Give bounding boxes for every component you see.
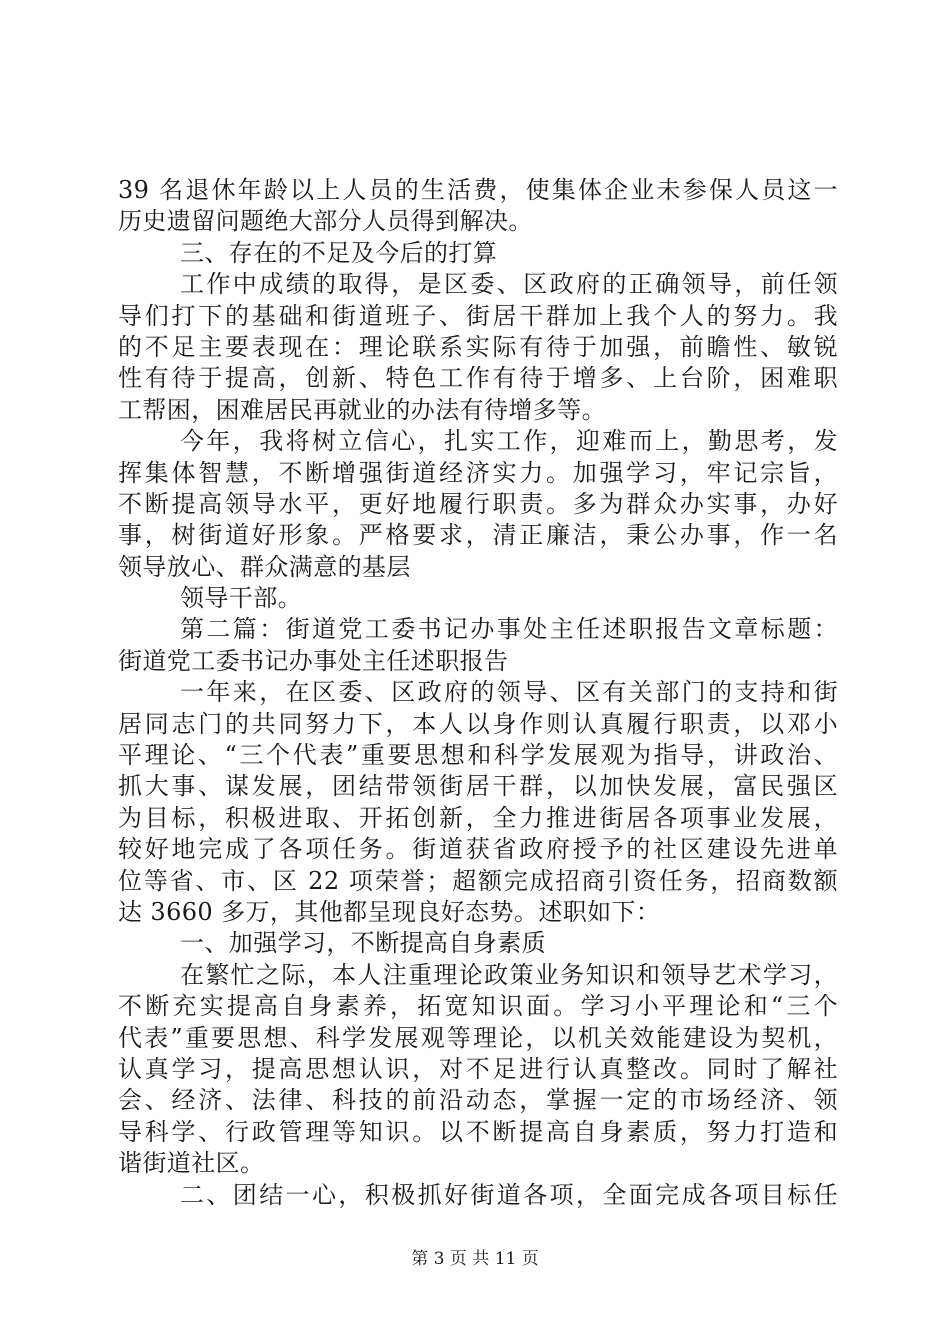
text-line: 工帮困，困难居民再就业的办法有待增多等。 — [118, 395, 606, 424]
text-line: 领导干部。 — [180, 584, 302, 613]
text-line: 领导放心、群众满意的基层 — [118, 552, 411, 581]
text-line: 事，树街道好形象。严格要求，清正廉洁，秉公办事，作一名 — [118, 521, 838, 550]
text-line: 历史遗留问题绝大部分人员得到解决。 — [118, 207, 533, 236]
text-line: 街道党工委书记办事处主任述职报告 — [118, 646, 509, 675]
text-line: 挥集体智慧，不断增强街道经济实力。加强学习，牢记宗旨， — [118, 458, 838, 487]
text-line: 不断提高领导水平，更好地履行职责。多为群众办实事，办好 — [118, 489, 838, 518]
text-line: 今年，我将树立信心，扎实工作，迎难而上，勤思考，发 — [180, 427, 838, 456]
text-line: 一、加强学习，不断提高自身素质 — [180, 929, 546, 958]
text-line: 会、经济、法律、科技的前沿动态，掌握一定的市场经济、领 — [118, 1086, 838, 1115]
text-line: 一年来，在区委、区政府的领导、区有关部门的支持和街 — [180, 678, 838, 707]
text-line: 39 名退休年龄以上人员的生活费，使集体企业未参保人员这一 — [118, 176, 838, 204]
text-line: 第二篇：街道党工委书记办事处主任述职报告文章标题： — [180, 615, 838, 644]
text-line: 导科学、行政管理等知识。以不断提高自身素质，努力打造和 — [118, 1117, 838, 1146]
text-line: 二、团结一心，积极抓好街道各项，全面完成各项目标任 — [180, 1180, 838, 1209]
text-line: 达 3660 多万，其他都呈现良好态势。述职如下： — [118, 897, 661, 926]
text-line: 平理论、“三个代表”重要思想和科学发展观为指导，讲政治、 — [118, 741, 838, 770]
document-body — [118, 175, 838, 1211]
text-line: 较好地完成了各项任务。街道获省政府授予的社区建设先进单 — [118, 835, 838, 864]
text-line: 在繁忙之际，本人注重理论政策业务知识和领导艺术学习， — [180, 960, 838, 989]
text-line: 三、存在的不足及今后的打算 — [180, 238, 498, 267]
text-line: 性有待于提高，创新、特色工作有待于增多、上台阶，困难职 — [118, 364, 838, 393]
text-line: 位等省、市、区 22 项荣誉；超额完成招商引资任务，招商数额 — [118, 866, 838, 895]
text-line: 谐街道社区。 — [118, 1149, 265, 1178]
text-line: 为目标，积极进取、开拓创新，全力推进街居各项事业发展， — [118, 803, 838, 832]
text-line: 认真学习，提高思想认识，对不足进行认真整改。同时了解社 — [118, 1054, 838, 1083]
text-line: 不断充实提高自身素养，拓宽知识面。学习小平理论和“三个 — [118, 992, 838, 1021]
text-line: 工作中成绩的取得，是区委、区政府的正确领导，前任领 — [180, 270, 838, 299]
text-line: 居同志门的共同努力下，本人以身作则认真履行职责，以邓小 — [118, 709, 838, 738]
text-line: 的不足主要表现在：理论联系实际有待于加强，前瞻性、敏锐 — [118, 332, 838, 361]
page-footer: 第 3 页 共 11 页 — [411, 1249, 539, 1269]
text-line: 代表”重要思想、科学发展观等理论，以机关效能建设为契机， — [118, 1023, 838, 1052]
text-line: 抓大事、谋发展，团结带领街居干群，以加快发展，富民强区 — [118, 772, 838, 801]
text-line: 导们打下的基础和街道班子、街居干群加上我个人的努力。我 — [118, 301, 838, 330]
